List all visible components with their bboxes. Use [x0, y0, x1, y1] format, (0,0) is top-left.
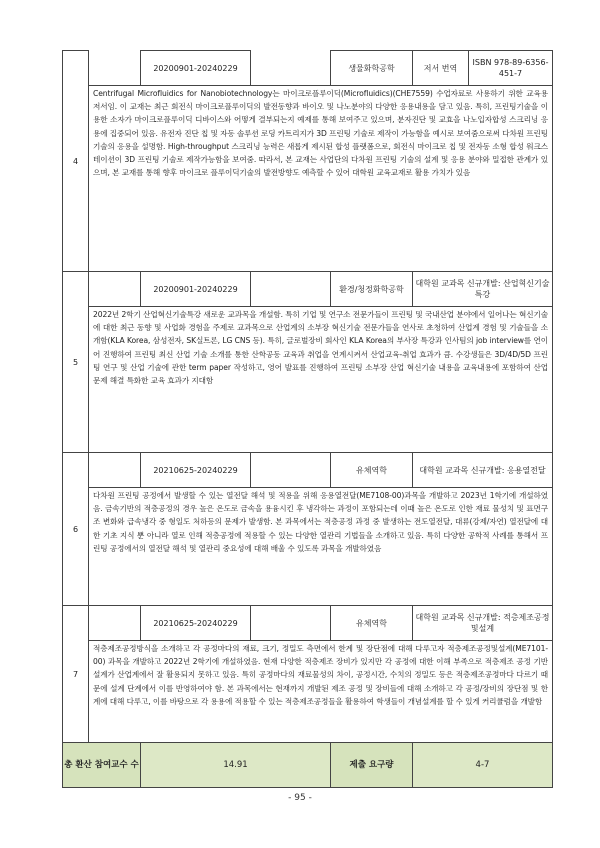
row-5-desc: [63, 307, 553, 453]
row-6-meta: [63, 453, 553, 488]
description: Centrifugal Microfluidics for Nanobiotechnology는 마이크로플루이딕(Microfluidics)(CHE7559) 수업자료로 사용하기 위한 교육용 저서임. 이 교재는 최근 회전식 마이크로플루이딕의 발전동향과 바이오 및 나노분야의 다양한 응용내용을 담고 있음. 특히, 프린팅기술을 이용한 소자가 마이크로플루이딕 디바이스와 어떻게 결부되는지 예제를 통해 보여주고 있으며, 분자진단 및 교효을 나노입자합성 스크리닝 응용에 집중되어 있음. 유전자 진단 칩 및 자동 솔루션 로딩 카트리지가 3D 프린팅 기술로 제작이 가능함을 예시로 보여줌으로써 다차원 프린팅 기술의 응용을 설명함. High-throughput 스크리닝 능력은 새롭게 제시된 합성 플랫폼으로, 회전식 마이크로 칩 및 전자동 소형 합성 워크스테이션이 3D 프린팅 기술로 제작가능함을 보여줌. 따라서, 본 교재는 사업단의 다차원 프린팅 기술의 설계 및 응용 분야와 밀접한 관계가 있으며, 본 교재를 통해 향후 마이크로 플루이딕기술의 발전방향도 예측할 수 있어 대학원 교육교재로 활용 가치가 있음: [89, 86, 553, 272]
description: 2022년 2학기 산업혁신기술특강 새로운 교과목을 개설함. 특히 기업 및 연구소 전문가들이 프린팅 및 국내산업 분야에서 일어나는 혁신기술에 대한 최근 동향 및 사업화 경험을 주제로 교과목으로 산업계의 소부장 혁신기술 전문가들을 연사로 초청하여 산업계 경험 및 기술들을 소개함(KLA Korea, 삼성전자, SK실트론, LG CNS 등). 특히, 글로벌장비 회사인 KLA Korea의 부사장 특강과 인사팀의 job interview를 연이어 진행하여 프린팅 최신 산업 기술 소개를 통한 산학공동 교육과 취업을 연계시켜서 산업교육-취업 효과가 큼. 수강생들은 3D/4D/5D 프린팅 연구 및 산업 기술에 관한 term paper 작성하고, 영어 발표를 진행하여 프린팅 소부장 산업 혁신기술 내용을 교육내용에 포함하여 산업 문제 해결 특화한 교육 효과가 지대함: [89, 307, 553, 453]
row-4-desc: [63, 86, 553, 272]
total-label: 총 환산 참여교수 수: [63, 743, 141, 788]
department: 환경/청정화학공학: [331, 272, 413, 307]
period-code: 20200901-20240229: [141, 272, 251, 307]
row-5-meta: [63, 272, 553, 307]
department: 유체역학: [331, 606, 413, 641]
row-number: 6: [63, 453, 89, 606]
row-number: 5: [63, 272, 89, 453]
total-row: [63, 743, 553, 788]
program-table: [62, 50, 553, 788]
activity-type: 대학원 교과목 신규개발: 적층제조공정및설계: [413, 606, 553, 641]
requirement-value: 4-7: [413, 743, 553, 788]
department: 생물화학공학: [331, 51, 413, 86]
period-code: 20210625-20240229: [141, 606, 251, 641]
total-value: 14.91: [141, 743, 331, 788]
activity-type: 저서 번역: [413, 51, 469, 86]
row-4-meta: [63, 51, 553, 86]
activity-type: 대학원 교과목 신규개발: 산업혁신기술특강: [413, 272, 553, 307]
period-code: 20210625-20240229: [141, 453, 251, 488]
period-code: 20200901-20240229: [141, 51, 251, 86]
isbn: ISBN 978-89-6356-451-7: [469, 51, 553, 86]
row-7-meta: [63, 606, 553, 641]
activity-type: 대학원 교과목 신규개발: 응용열전달: [413, 453, 553, 488]
description: 다차원 프린팅 공정에서 발생할 수 있는 열전달 해석 및 적용을 위해 응용열전달(ME7108-00)과목을 개발하고 2023년 1학기에 개설하였음. 금속기반의 적층공정의 경우 높은 온도로 금속을 용융시킨 후 냉각하는 과정이 포함되는데 이때 높은 온도로 인한 재료 물성치 및 표면구조 변화와 급속냉각 중 형일도 처하등의 문제가 발생함. 본 과목에서는 적층공정 과정 중 발생하는 전도열전달, 대류(강제/자연) 열전달에 대한 기초 지식 뿐 아니라 열로 인해 적층공정에 적용할 수 있는 다양한 열관리 기법들을 소개하고 있음. 특히 다양한 공학적 사례를 통해서 프린팅 공정에서의 열전달 해석 및 열관리 중요성에 대해 배울 수 있도록 과목을 개발하였음: [89, 488, 553, 606]
description: 적층제조공정방식을 소개하고 각 공정마다의 재료, 크기, 정밀도 측면에서 한계 및 장단점에 대해 다루고자 적층제조공정및설계(ME7101-00) 과목을 개발하고 2022년 2학기에 개설하였음. 현재 다양한 적층제조 장비가 있지만 각 공정에 대한 이해 부족으로 적층제조 공정 기반 설계가 산업계에서 잘 활용되지 못하고 있음. 특히 공정마다의 재료물성의 차이, 공정시간, 수치의 정밀도 등은 적층제조공정마다 다르기 때문에 설계 단계에서 이를 반영하여야 함. 본 과목에서는 현재까지 개발된 제조 공정 및 장비들에 대해 소개하고 각 공정/장비의 장단점 및 한계에 대해 다루고, 이를 바탕으로 각 용용에 적용할 수 있는 적층제조공정들을 활용하여 학생들이 개념설계를 할 수 있게 커리큘럼을 개발함: [89, 641, 553, 743]
row-6-desc: [63, 488, 553, 606]
requirement-label: 제출 요구량: [331, 743, 413, 788]
row-7-desc: [63, 641, 553, 743]
row-number: 7: [63, 606, 89, 743]
department: 유체역학: [331, 453, 413, 488]
row-number: 4: [63, 51, 89, 272]
page-number: - 95 -: [288, 793, 312, 803]
